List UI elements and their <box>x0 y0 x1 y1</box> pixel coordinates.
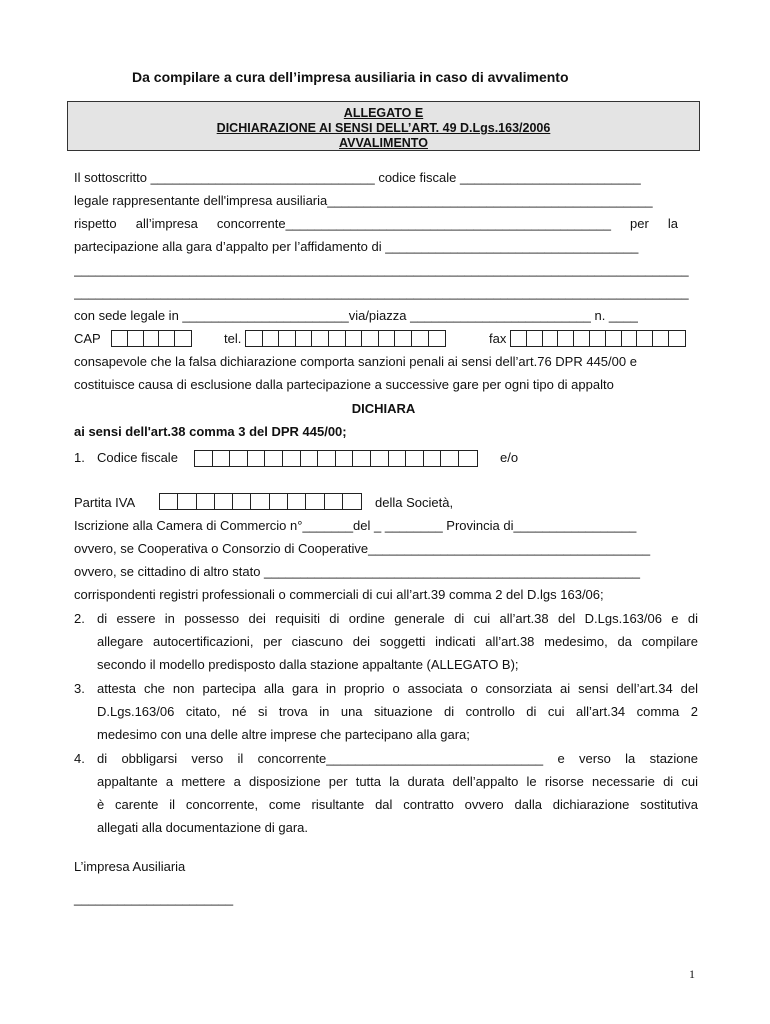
item-number: 2. <box>74 611 85 626</box>
page-number: 1 <box>689 967 695 981</box>
partita-iva-label: Partita IVA <box>74 495 136 510</box>
annex-subject: AVVALIMENTO <box>339 136 428 150</box>
tel-label: tel. <box>224 331 242 346</box>
item-number: 4. <box>74 751 85 766</box>
della-societa-label: della Società, <box>375 495 454 510</box>
cap-boxes[interactable] <box>111 330 192 347</box>
costituisce-text: costituisce causa di esclusione dalla partecipazione a successive gare per ogni tipo di appalto <box>74 377 614 392</box>
page-title: Da compilare a cura dell’impresa ausiliaria in caso di avvalimento <box>132 69 569 85</box>
item2-line: di essere in possesso dei requisiti di ordine generale di cui all’art.38 del D.Lgs.163/06 e di <box>97 611 698 626</box>
dichiara-heading: DICHIARA <box>351 401 416 416</box>
item4-line: è carente il concorrente, come risultante dal contratto ovvero dalla dichiarazione sostitutiva <box>97 797 698 812</box>
eo-label: e/o <box>500 450 519 465</box>
item3-line: medesimo con una delle altre imprese che partecipano alla gara; <box>97 727 470 742</box>
sottoscritto-line[interactable]: Il sottoscritto _______________________________ codice fiscale _________________________ <box>74 170 641 185</box>
item2-line: allegare autocertificazioni, per ciascuno dei soggetti indicati all’art.38 medesimo, da compilare <box>97 634 698 649</box>
sede-legale-line[interactable]: con sede legale in _______________________via/piazza _________________________ n. ____ <box>74 308 638 323</box>
item3-line: attesta che non partecipa alla gara in proprio o associata o consorziata ai sensi dell’art.34 del <box>97 681 698 696</box>
impresa-concorrente-line[interactable]: rispetto all’impresa concorrente_____________________________________________ per la <box>74 216 678 231</box>
blank-line[interactable]: _____________________________________________________________________________________ <box>74 262 689 277</box>
codice-fiscale-boxes[interactable] <box>194 450 478 467</box>
partecipazione-line[interactable]: partecipazione alla gara d’appalto per l’affidamento di ___________________________________ <box>74 239 639 254</box>
cittadino-line[interactable]: ovvero, se cittadino di altro stato ____________________________________________________ <box>74 564 641 579</box>
signature-line[interactable]: ______________________ <box>74 891 234 906</box>
item4-line[interactable]: di obbligarsi verso il concorrente______________________________ e verso la stazione <box>97 751 698 766</box>
item-number: 3. <box>74 681 85 696</box>
ai-sensi-heading: ai sensi dell'art.38 comma 3 del DPR 445/00; <box>74 424 347 439</box>
annex-declaration: DICHIARAZIONE AI SENSI DELL’ART. 49 D.Lgs.163/2006 <box>216 121 551 135</box>
fax-label: fax <box>489 331 507 346</box>
item3-line: D.Lgs.163/06 citato, né si trova in una situazione di controllo di cui all’art.34 comma 2 <box>97 704 698 719</box>
iscrizione-line[interactable]: Iscrizione alla Camera di Commercio n°_______del _ ________ Provincia di_________________ <box>74 518 637 533</box>
corrispondenti-text: corrispondenti registri professionali o commerciali di cui all’art.39 comma 2 del D.lgs 163/06; <box>74 587 604 602</box>
item-number: 1. <box>74 450 85 465</box>
annex-title-box <box>67 101 700 151</box>
tel-boxes[interactable] <box>245 330 446 347</box>
item2-line: secondo il modello predisposto dalla stazione appaltante (ALLEGATO B); <box>97 657 519 672</box>
item4-line: allegati alla documentazione di gara. <box>97 820 309 835</box>
cooperativa-line[interactable]: ovvero, se Cooperativa o Consorzio di Cooperative_______________________________________ <box>74 541 651 556</box>
partita-iva-boxes[interactable] <box>159 493 362 510</box>
annex-label: ALLEGATO E <box>343 106 424 120</box>
blank-line[interactable]: _____________________________________________________________________________________ <box>74 285 689 300</box>
cap-label: CAP <box>74 331 101 346</box>
item4-line: appaltante a mettere a disposizione per tutta la durata dell’appalto le risorse necessarie di cui <box>97 774 698 789</box>
legale-rappresentante-line[interactable]: legale rappresentante dell'impresa ausiliaria_____________________________________________ <box>74 193 653 208</box>
impresa-ausiliaria-label: L’impresa Ausiliaria <box>74 859 186 874</box>
consapevole-text: consapevole che la falsa dichiarazione comporta sanzioni penali ai sensi dell’art.76 DPR 445/00 e <box>74 354 637 369</box>
codice-fiscale-label: Codice fiscale <box>97 450 178 465</box>
fax-boxes[interactable] <box>510 330 686 347</box>
